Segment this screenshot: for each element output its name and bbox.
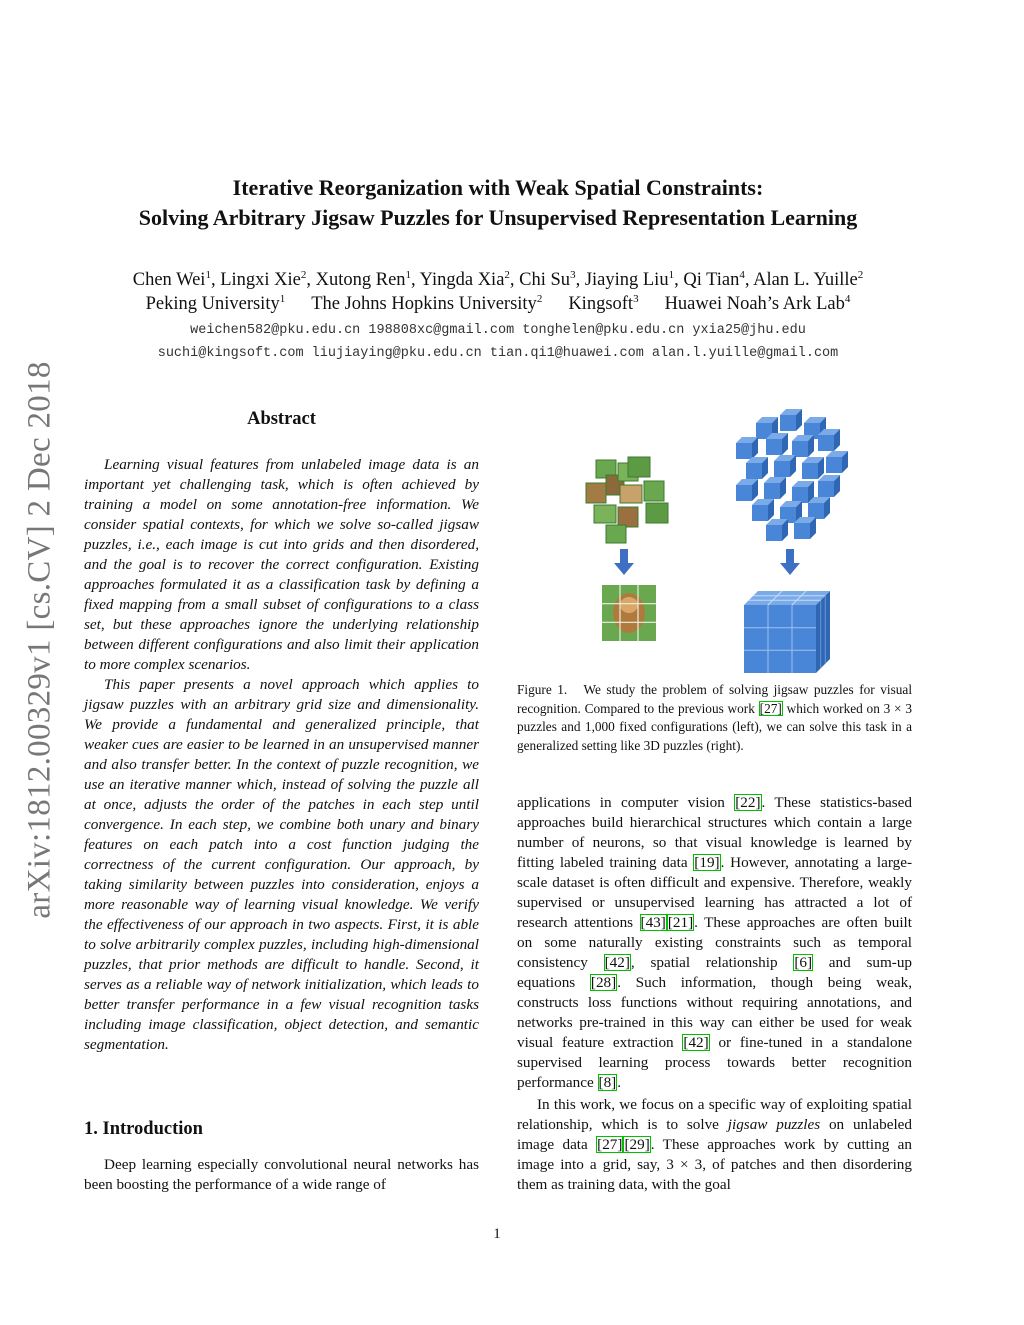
solved-jigsaw-puzzle	[602, 585, 656, 641]
intro-paragraph-2: In this work, we focus on a specific way of exploiting spatial relationship, which is to solve jigsaw puzzles on unlabeled image data [27] [29]. These approaches work by cutting an image into a grid, say, 3 × 3, of patches and then disordering them as training data, with the goal	[517, 1096, 913, 1193]
cube-piece	[818, 481, 834, 497]
email-line-1: weichen582@pku.edu.cn 198808xc@gmail.com tonghelen@pku.edu.cn yxia25@jhu.edu	[190, 323, 806, 338]
author-affiliation-mark: 1	[205, 268, 211, 281]
citation-link[interactable]: [42]	[683, 1034, 709, 1051]
citation-link[interactable]: [21]	[667, 914, 694, 931]
cube-piece	[780, 415, 796, 431]
page-number: 1	[493, 1226, 501, 1242]
cube-piece	[826, 457, 842, 473]
affiliation-number: 2	[536, 292, 543, 305]
abstract-paragraph-1: Learning visual features from unlabeled image data is an important yet challenging task, which is often achieved by training a model on some annotation-free information. We consider spatial contexts, for which we solve so-called jigsaw puzzles, i.e., each image is cut into grids and then disordered, and the goal is to recover the correct configuration. Existing approaches formulated it as a classification task by defining a fixed mapping from a small subset of configurations to a class set, but these approaches ignore the underlying relationship between different configurations and also limit their application to more complex scenarios.	[84, 456, 479, 673]
author-name: Qi Tian	[683, 270, 740, 290]
arrow-down-icon	[780, 549, 800, 575]
citation-link[interactable]: [42]	[604, 954, 630, 971]
abstract-heading: Abstract	[247, 409, 316, 429]
citation-link[interactable]: [8]	[598, 1074, 617, 1091]
cube-piece	[752, 505, 768, 521]
intro-body	[84, 1155, 479, 1195]
intro-paragraph-1: Deep learning especially convolutional neural networks has been boosting the performance of a wide range of	[84, 1156, 479, 1193]
cube-piece	[766, 525, 782, 541]
author-name: Chi Su	[519, 270, 571, 290]
citation-link[interactable]: [6]	[794, 954, 813, 971]
citation-link[interactable]: [19]	[694, 854, 720, 871]
affiliation-name: Peking University	[145, 294, 280, 314]
author-affiliation-mark: 4	[739, 268, 745, 281]
cube-piece	[792, 487, 808, 503]
arxiv-identifier: arXiv:1812.00329v1 [cs.CV] 2 Dec 2018	[21, 361, 58, 919]
figure-1-caption	[517, 681, 912, 755]
paper-title-line2: Solving Arbitrary Jigsaw Puzzles for Unsupervised Representation Learning	[138, 205, 858, 230]
author-name: Yingda Xia	[419, 270, 505, 290]
citation-link[interactable]: [27]	[597, 1136, 623, 1153]
author-affiliation-mark: 3	[570, 268, 576, 281]
assembled-3d-puzzle	[744, 591, 830, 673]
cube-piece	[808, 503, 824, 519]
caption-text: which worked on 3 × 3 puzzles and 1,000 fixed configurations (left), we can solve this task in a generalized setting like 3D puzzles (right).	[517, 700, 912, 753]
affiliation-number: 4	[844, 292, 851, 305]
author-list: Chen Wei$^1$, Lingxi Xie$^2$, Xutong Ren$^1$, Yingda Xia$^2$, Chi Su$^3$, Jiaying Liu$^1$, Qi Tian$^4$, Alan L. Yuille$^2$	[132, 268, 864, 290]
citation-link[interactable]: [29]	[624, 1136, 650, 1153]
right-column-body	[517, 793, 912, 1195]
cube-piece	[774, 461, 790, 477]
arrow-down-icon	[614, 549, 634, 575]
scattered-jigsaw-patches	[586, 457, 668, 543]
section-heading-introduction: 1. Introduction	[84, 1119, 203, 1139]
intro-paragraph-continued: applications in computer vision [22]. These statistics-based approaches build hierarchical structures which contain a large number of neurons, so that visual knowledge is learned by fitting labeled training data [19]. However, annotating a large-scale dataset is often difficult and expensive. Therefore, weakly supervised or unsupervised learning has attracted a lot of research attentions [43] [21]. These approaches are often built on some naturally existing constraints such as temporal consistency [42], spatial relationship [6] and sum-up equations [28]. Such information, though being weak, constructs loss functions without requiring annotations, and networks pre-trained in this way can either be used for weak visual feature extraction [42] or fine-tuned in a standalone supervised learning process towards better recognition performance [8].	[517, 794, 913, 1091]
cube-piece	[736, 485, 752, 501]
author-affiliation-mark: 1	[405, 268, 412, 281]
author-affiliation-mark: 2	[857, 268, 864, 281]
abstract-body	[84, 455, 479, 1055]
citation-link[interactable]: [27]	[759, 700, 782, 716]
author-name: Alan L. Yuille	[753, 270, 858, 290]
affiliation-list	[60, 294, 936, 315]
cube-piece	[794, 523, 810, 539]
affiliation-number: 1	[279, 292, 286, 305]
cube-piece	[766, 439, 782, 455]
figure-label: Figure 1.	[517, 682, 568, 697]
caption-text: We study the problem of solving jigsaw puzzles for visual recognition. Compared to the previous work	[517, 682, 913, 716]
cube-piece	[764, 483, 780, 499]
citation-link[interactable]: [22]	[735, 794, 761, 811]
cube-piece	[818, 435, 834, 451]
author-affiliation-mark: 2	[504, 268, 510, 281]
cube-piece	[792, 441, 808, 457]
cube-piece	[802, 463, 818, 479]
cube-piece	[736, 443, 752, 459]
affiliation-name: Huawei Noah’s Ark Lab	[664, 294, 845, 314]
author-name: Jiaying Liu	[584, 270, 669, 290]
scattered-3d-cubes	[736, 409, 848, 541]
affiliation-name: The Johns Hopkins University	[311, 294, 537, 314]
abstract-paragraph-2: This paper presents a novel approach which applies to jigsaw puzzles with an arbitrary grid size and dimensionality. We provide a fundamental and generalized principle, that weaker cues are easier to be learned in an unsupervised manner and also transfer better. In the context of puzzle recognition, we use an iterative manner which, instead of solving the puzzle all at once, adjusts the order of the patches in each step until convergence. In each step, we combine both unary and binary features on each patch into a cost function judging the correctness of the current configuration. Our approach, by taking similarity between puzzles into consideration, enjoys a more reasonable way of learning visual knowledge. We verify the effectiveness of our approach in two aspects. First, it is able to solve arbitrarily complex puzzles, including high-dimensional puzzles, that prior methods are difficult to handle. Second, it serves as a reliable way of network initialization, which leads to better transfer performance in a few visual recognition tasks including image classification, object detection, and semantic segmentation.	[84, 676, 479, 1053]
affiliation-name: Kingsoft	[568, 294, 634, 314]
cube-piece	[746, 463, 762, 479]
author-affiliation-mark: 2	[300, 268, 307, 281]
author-name: Chen Wei	[132, 270, 206, 290]
author-affiliation-mark: 1	[668, 268, 675, 281]
citation-link[interactable]: [43]	[640, 914, 666, 931]
author-name: Lingxi Xie	[220, 270, 301, 290]
email-line-2: suchi@kingsoft.com liujiaying@pku.edu.cn tian.qi1@huawei.com alan.l.yuille@gmail.com	[157, 346, 839, 361]
author-name: Xutong Ren	[315, 270, 406, 290]
paper-title-line1: Iterative Reorganization with Weak Spatial Constraints:	[232, 175, 764, 200]
affiliation-number: 3	[633, 292, 639, 305]
citation-link[interactable]: [28]	[590, 974, 617, 991]
figure-1-illustration	[560, 405, 880, 680]
